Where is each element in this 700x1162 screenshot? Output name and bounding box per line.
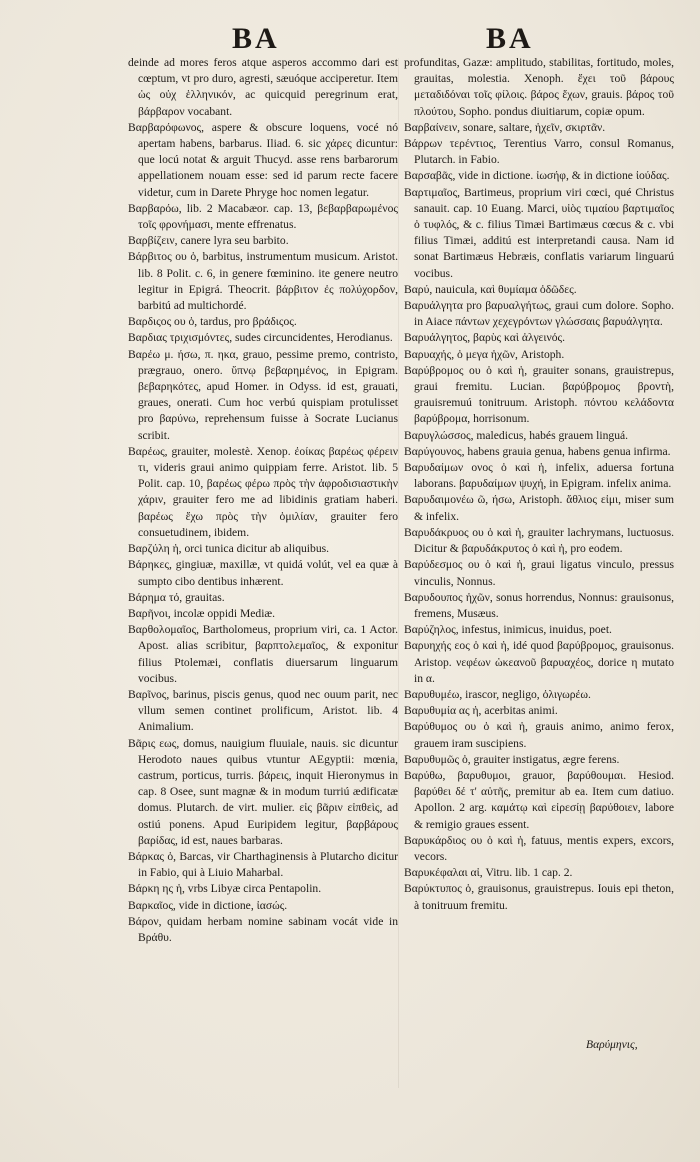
dictionary-entry: Βάρρων τερέντιος, Terentius Varro, consul Romanus, Plutarch. in Fabio.: [404, 137, 674, 167]
dictionary-entry: Βάρον, quidam herbam nomine sabinam vocát vide in Βράθυ.: [128, 914, 398, 944]
dictionary-entry: Βαρύδεσμος ου ὁ καὶ ἡ, graui ligatus vinculo, pressus vinculis, Nonnus.: [404, 558, 674, 588]
dictionary-entry: Βαρδιας τριχισμόντες, sudes circuncidentes, Herodianus.: [128, 331, 393, 345]
dictionary-entry: Βαρυδαιμονέω ῶ, ήσω, Aristoph. ἄθλιος εἰμι, miser sum & infelix.: [404, 493, 674, 523]
header-letters-left: BA: [232, 22, 280, 55]
dictionary-entry: Βαρύζηλος, infestus, inimicus, inuidus, poet.: [404, 623, 612, 637]
dictionary-entry: Βαρυθυμία ας ἡ, acerbitas animi.: [404, 704, 558, 718]
dictionary-entry: Βαρδιςος ου ὁ, tardus, pro βράδιςος.: [128, 315, 297, 329]
dictionary-entry: Βαρυηχής εος ὁ καὶ ἡ, idé quod βαρύβρομος, grauisonus. Aristop. νεφέων ὠκεανοῦ βαρυαχέος, dorice η mutato in α.: [404, 639, 674, 685]
dictionary-entry: profunditas, Gazæ: amplitudo, stabilitas, fortitudo, moles, grauitas, molestia. Xenoph. ἔχει τοῦ βάρους μεταδιδόναι τοῖς φίλοις. βάρος ἔχων, grauis. βάρος τοῦ πλούτου, Sopho. pondus diuitiarum, copiæ opum.: [404, 56, 674, 118]
dictionary-entry: Βαρυθυμῶς ὁ, grauiter instigatus, ægre ferens.: [404, 752, 620, 766]
dictionary-entry: Βάρβιτος ου ὁ, barbitus, instrumentum musicum. Aristot. lib. 8 Polit. c. 6, in genere fœminino. ite genere neutro legitur in Epigrá. Theocrit. βάρβιτον ἐς πολύχορδον, barbitú ad multichordé.: [128, 250, 398, 313]
dictionary-entry: Βαρσαβᾶς, vide in dictione. ἰωσήφ, & in dictione ἰούδας.: [404, 169, 670, 183]
dictionary-entry: Βαρύβρομος ου ὁ καὶ ἡ, grauiter sonans, grauistrepus, graui fremitu. Lucian. βαρύβρομος βροντὴ, grauisremuú tonitruum. Aristoph. πόντου κελάδοντα βαρύβρομα, horrisonum.: [404, 363, 674, 426]
dictionary-entry: Βάρημα τό, grauitas.: [128, 590, 225, 604]
dictionary-entry: Βαρυαχής, ὁ μεγα ἠχῶν, Aristoph.: [404, 347, 565, 361]
dictionary-entry: Βαρύ, nauicula, καὶ θυμίαμα ὀδῶδες.: [404, 282, 577, 296]
dictionary-entry: Βαρυάλγητα pro βαρυαλγήτως, graui cum dolore. Sopho. in Aiace πάντων χεχεγρόντων γλώσσαις βαρυάλγητα.: [404, 299, 674, 329]
dictionary-entry: Βαρυδάκρυος ου ὁ καὶ ἡ, grauiter lachrymans, luctuosus. Dicitur & βαρυδάκρυτος ὁ καὶ ἡ, pro eodem.: [404, 525, 674, 556]
dictionary-entry: Βαρζύλη ἡ, orci tunica dicitur ab aliquibus.: [128, 542, 330, 556]
dictionary-entry: Βαρυάλγητος, βαρὺς καὶ ἀλγεινός.: [404, 331, 566, 345]
dictionary-entry: Βαρθολομαῖος, Bartholomeus, proprium viri, ca. 1 Actor. Apost. alias scribitur, βαρπτολεμαῖος, & exponitur filius Ptolemæi, conflatis diuersarum linguarum vocibus.: [128, 623, 398, 685]
column-gutter: [398, 58, 399, 1088]
dictionary-entry: Βαρύθυμος ου ὁ καὶ ἡ, grauis animo, animo ferox, grauem iram suscipiens.: [404, 720, 674, 750]
dictionary-entry: Βαρκαῖος, vide in dictione, ἰασώς.: [128, 898, 288, 912]
dictionary-entry: Βαρέως, grauiter, molestè. Xenop. ἐοίκας βαρέως φέρειν τι, videris graui animo quippiam ferre. Aristot. lib. 5 Polit. cap. 10, βαρέως φέρω πρὸς τὴν ἀφροδισιαστικὴν χάριν, grauiter fero me ad libidinis gratiam haberi. βαρέως ἔχω πρὸς τὴν ὁμιλίαν, grauiter fero consuetudinem, ibidem.: [128, 444, 398, 539]
header-letters-right: BA: [486, 22, 534, 55]
dictionary-entry: Βαρῖνος, barinus, piscis genus, quod nec ouum parit, nec vllum semen continet prolificum, Aristot. lib. 4 Animalium.: [128, 687, 398, 734]
dictionary-entry: Βαρέω μ. ήσω, π. ηκα, grauo, pessime premo, contristo, prægrauo, onero. ὕπνῳ βεβαρημένος, in Epigram. βεβαρηκότες, apud Homer. in Odyss. id est, grauati, graues, onerati. Cum hoc verbú quispiam protulisset pro βαρύνω, reprehensum fuisse à Socrate Lucianus scribit.: [128, 347, 398, 442]
dictionary-entry: Βαρυγλώσσος, maledicus, habés grauem linguá.: [404, 428, 629, 442]
dictionary-entry: Βαρυκάρδιος ου ὁ καὶ ἡ, fatuus, mentis expers, excors, vecors.: [404, 833, 674, 863]
dictionary-entry: Βαρύκτυπος ὁ, grauisonus, grauistrepus. Iouis epi theton, à tonitruum fremitu.: [404, 882, 674, 912]
dictionary-entry: Βαρῆνοι, incolæ oppidi Mediæ.: [128, 606, 276, 620]
dictionary-entry: Βαρύθω, βαρυθυμοι, grauor, βαρύθουμαι. Hesiod. βαρύθει δέ τ' αὐτῆς, premitur ab ea. Item cum datiuo. Apollon. 2 arg. καμάτῳ καὶ εἰρεσίῃ βαρύθοιεν, labore & remigio graues essent.: [404, 768, 674, 831]
dictionary-entry: Βαρυδαίμων ονος ὁ καὶ ἡ, infelix, aduersa fortuna laborans. βαρυδαίμων ψυχή, in Epigram. infelix anima.: [404, 461, 674, 491]
dictionary-entry: Βαρβαρόω, lib. 2 Macabæor. cap. 13, βεβαρβαρωμένος τοῖς φρονήμασι, mente effrenatus.: [128, 201, 398, 232]
right-column: [404, 55, 674, 914]
dictionary-entry: Βαρβαρόφωνος, aspere & obscure loquens, vocé nó apertam habens, barbarus. Iliad. 6. sic χάρες dicuntur: que locú notat & arguit Thucyd. asse rens barbarorum appellationem nouam esse: sed id parum recte facere videtur, cum in Darete Phryge hoc nomen legatur.: [128, 120, 398, 199]
dictionary-entry: Βαρβίζειν, canere lyra seu barbito.: [128, 234, 289, 248]
dictionary-entry: Βαρύγουνος, habens grauia genua, habens genua infirma.: [404, 444, 671, 458]
dictionary-entry: Βαρυκέφαλαι αἱ, Vitru. lib. 1 cap. 2.: [404, 866, 573, 880]
dictionary-entry: Βάρκας ὁ, Barcas, vir Charthaginensis à Plutarcho dicitur in Fabio, qui à Liuio Maharbal.: [128, 849, 398, 880]
dictionary-entry: Βᾶρις εως, domus, nauigium fluuiale, nauis. sic dicuntur Herodoto naues quibus vtuntur AEgyptii: mœnia, castrum, porticus, turris. βάρεις, inquit Hieronymus in cap. 8 Osee, sunt magnæ & in modum turriú ædificatæ domus. Plutarch. de virt. mulier. εἰς βᾶριν εἰπθεὶς, ad ostiú ponens. Apud Euripidem legitur, βαρβάρους βαρίδας, id est, naues barbaras.: [128, 736, 398, 847]
catchword: Βαρύμηνις,: [586, 1038, 638, 1051]
dictionary-entry: Βάρκη ης ἡ, vrbs Libyæ circa Pentapolin.: [128, 882, 322, 896]
running-header: [0, 22, 700, 58]
dictionary-entry: Βαρυθυμέω, irascor, negligo, ὀλιγωρέω.: [404, 687, 591, 701]
dictionary-entry: Βάρηκες, gingiuæ, maxillæ, vt quidá volút, vel ea quæ à sumpto cibo dentibus inhærent.: [128, 558, 398, 588]
left-column: [128, 55, 398, 946]
dictionary-entry: Βαρυδουπος ἠχῶν, sonus horrendus, Nonnus: grauisonus, fremens, Musæus.: [404, 590, 674, 620]
dictionary-entry: Βαρβαίνειν, sonare, saltare, ἠχεῖν, σκιρτᾶν.: [404, 120, 606, 134]
dictionary-entry: deinde ad mores feros atque asperos accommo dari est cœptum, vt pro duro, agresti, sæuóque acciperetur. Item ὡς οὐχ ἑλληνικόν, ac quicquid peregrinum erat, βάρβαρον vocabant.: [128, 56, 398, 118]
dictionary-entry: Βαρτιμαῖος, Bartimeus, proprium viri cœci, qué Christus sanauit. cap. 10 Euang. Marci, υἱὸς τιμαίου βαρτιμαῖος ὁ τυφλός, & c. filius Timæi Bartimæus cœcus & c. vbi filius Timæi, additú est interpretandi causa. Nam id sonat Bartimæus Hebræis, conflatis variarum linguarú vocibus.: [404, 185, 674, 280]
